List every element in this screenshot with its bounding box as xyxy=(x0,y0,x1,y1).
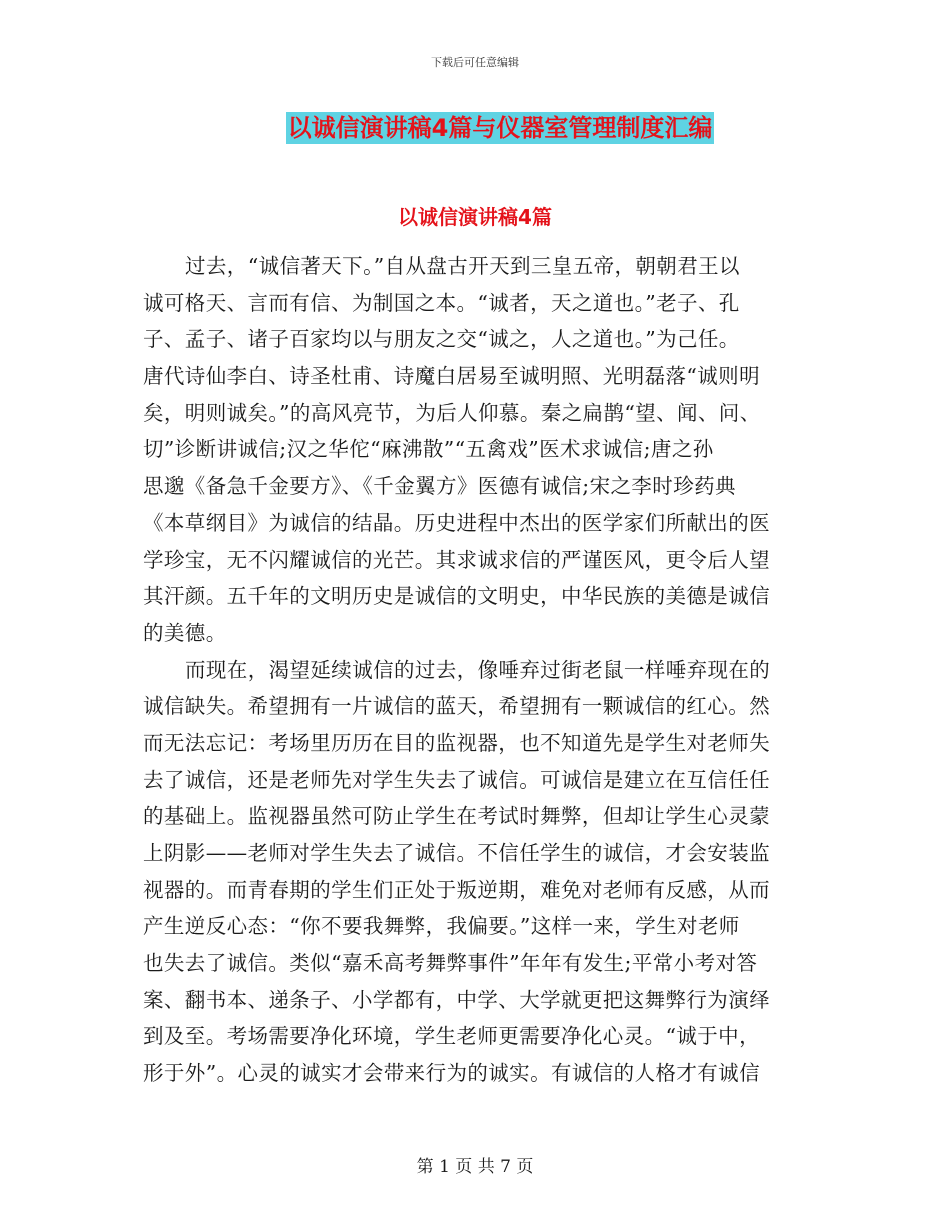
paragraph-line: 矣，明则诚矣。”的高风亮节，为后人仰慕。秦之扁鹊“望、闻、问、 xyxy=(143,400,761,425)
document-title: 以诚信演讲稿4篇与仪器室管理制度汇编 xyxy=(287,114,713,142)
paragraph-line: 唐代诗仙李白、诗圣杜甫、诗魔白居易至诚明照、光明磊落“诚则明 xyxy=(143,364,760,389)
paragraph-line: 诚可格天、言而有信、为制国之本。“诚者，天之道也。”老子、孔 xyxy=(143,290,740,315)
paragraph-line: 而无法忘记：考场里历历在目的监视器，也不知道先是学生对老师失 xyxy=(143,730,770,755)
paragraph-line: 也失去了诚信。类似“嘉禾高考舞弊事件”年年有发生;平常小考对答 xyxy=(143,951,758,976)
section-title: 以诚信演讲稿4篇 xyxy=(398,205,552,229)
paragraph-line: 子、孟子、诸子百家均以与朋友之交“诚之，人之道也。”为己任。 xyxy=(143,327,740,352)
paragraph-line: 切”诊断讲诚信;汉之华佗“麻沸散”“五禽戏”医术求诚信;唐之孙 xyxy=(143,437,714,462)
page-number: 第 1 页 共 7 页 xyxy=(416,1157,534,1177)
paragraph-line: 思邈《备急千金要方》、《千金翼方》医德有诚信;宋之李时珍药典 xyxy=(143,474,736,499)
document-body xyxy=(143,248,803,1092)
paragraph-line: 产生逆反心态：“你不要我舞弊，我偏要。”这样一来，学生对老师 xyxy=(143,914,740,939)
document-title-wrapper xyxy=(0,112,950,144)
paragraph-line: 视器的。而青春期的学生们正处于叛逆期，难免对老师有反感，从而 xyxy=(143,877,770,902)
paragraph-line: 学珍宝，无不闪耀诚信的光芒。其求诚求信的严谨医风，更令后人望 xyxy=(143,547,770,572)
paragraph-line: 案、翻书本、递条子、小学都有，中学、大学就更把这舞弊行为演绎 xyxy=(143,987,770,1012)
paragraph-line: 而现在，渴望延续诚信的过去，像唾弃过街老鼠一样唾弃现在的 xyxy=(185,657,771,682)
paragraph-line: 的基础上。监视器虽然可防止学生在考试时舞弊，但却让学生心灵蒙 xyxy=(143,804,770,829)
paragraph-line: 《本草纲目》为诚信的结晶。历史进程中杰出的医学家们所献出的医 xyxy=(143,510,770,535)
paragraph-line: 去了诚信，还是老师先对学生失去了诚信。可诚信是建立在互信任任 xyxy=(143,767,770,792)
paragraph-line: 其汗颜。五千年的文明历史是诚信的文明史，中华民族的美德是诚信 xyxy=(143,584,770,609)
header-note: 下载后可任意编辑 xyxy=(431,56,519,69)
paragraph-line: 到及至。考场需要净化环境，学生老师更需要净化心灵。“诚于中， xyxy=(143,1024,760,1049)
paragraph-line: 过去，“诚信著天下。”自从盘古开天到三皇五帝，朝朝君王以 xyxy=(185,254,740,278)
paragraph-line: 形于外”。心灵的诚实才会带来行为的诚实。有诚信的人格才有诚信 xyxy=(143,1061,760,1086)
paragraph-line: 诚信缺失。希望拥有一片诚信的蓝天，希望拥有一颗诚信的红心。然 xyxy=(143,694,770,719)
paragraph-line: 的美德。 xyxy=(143,620,227,645)
paragraph-line: 上阴影——老师对学生失去了诚信。不信任学生的诚信，才会安装监 xyxy=(143,841,770,865)
